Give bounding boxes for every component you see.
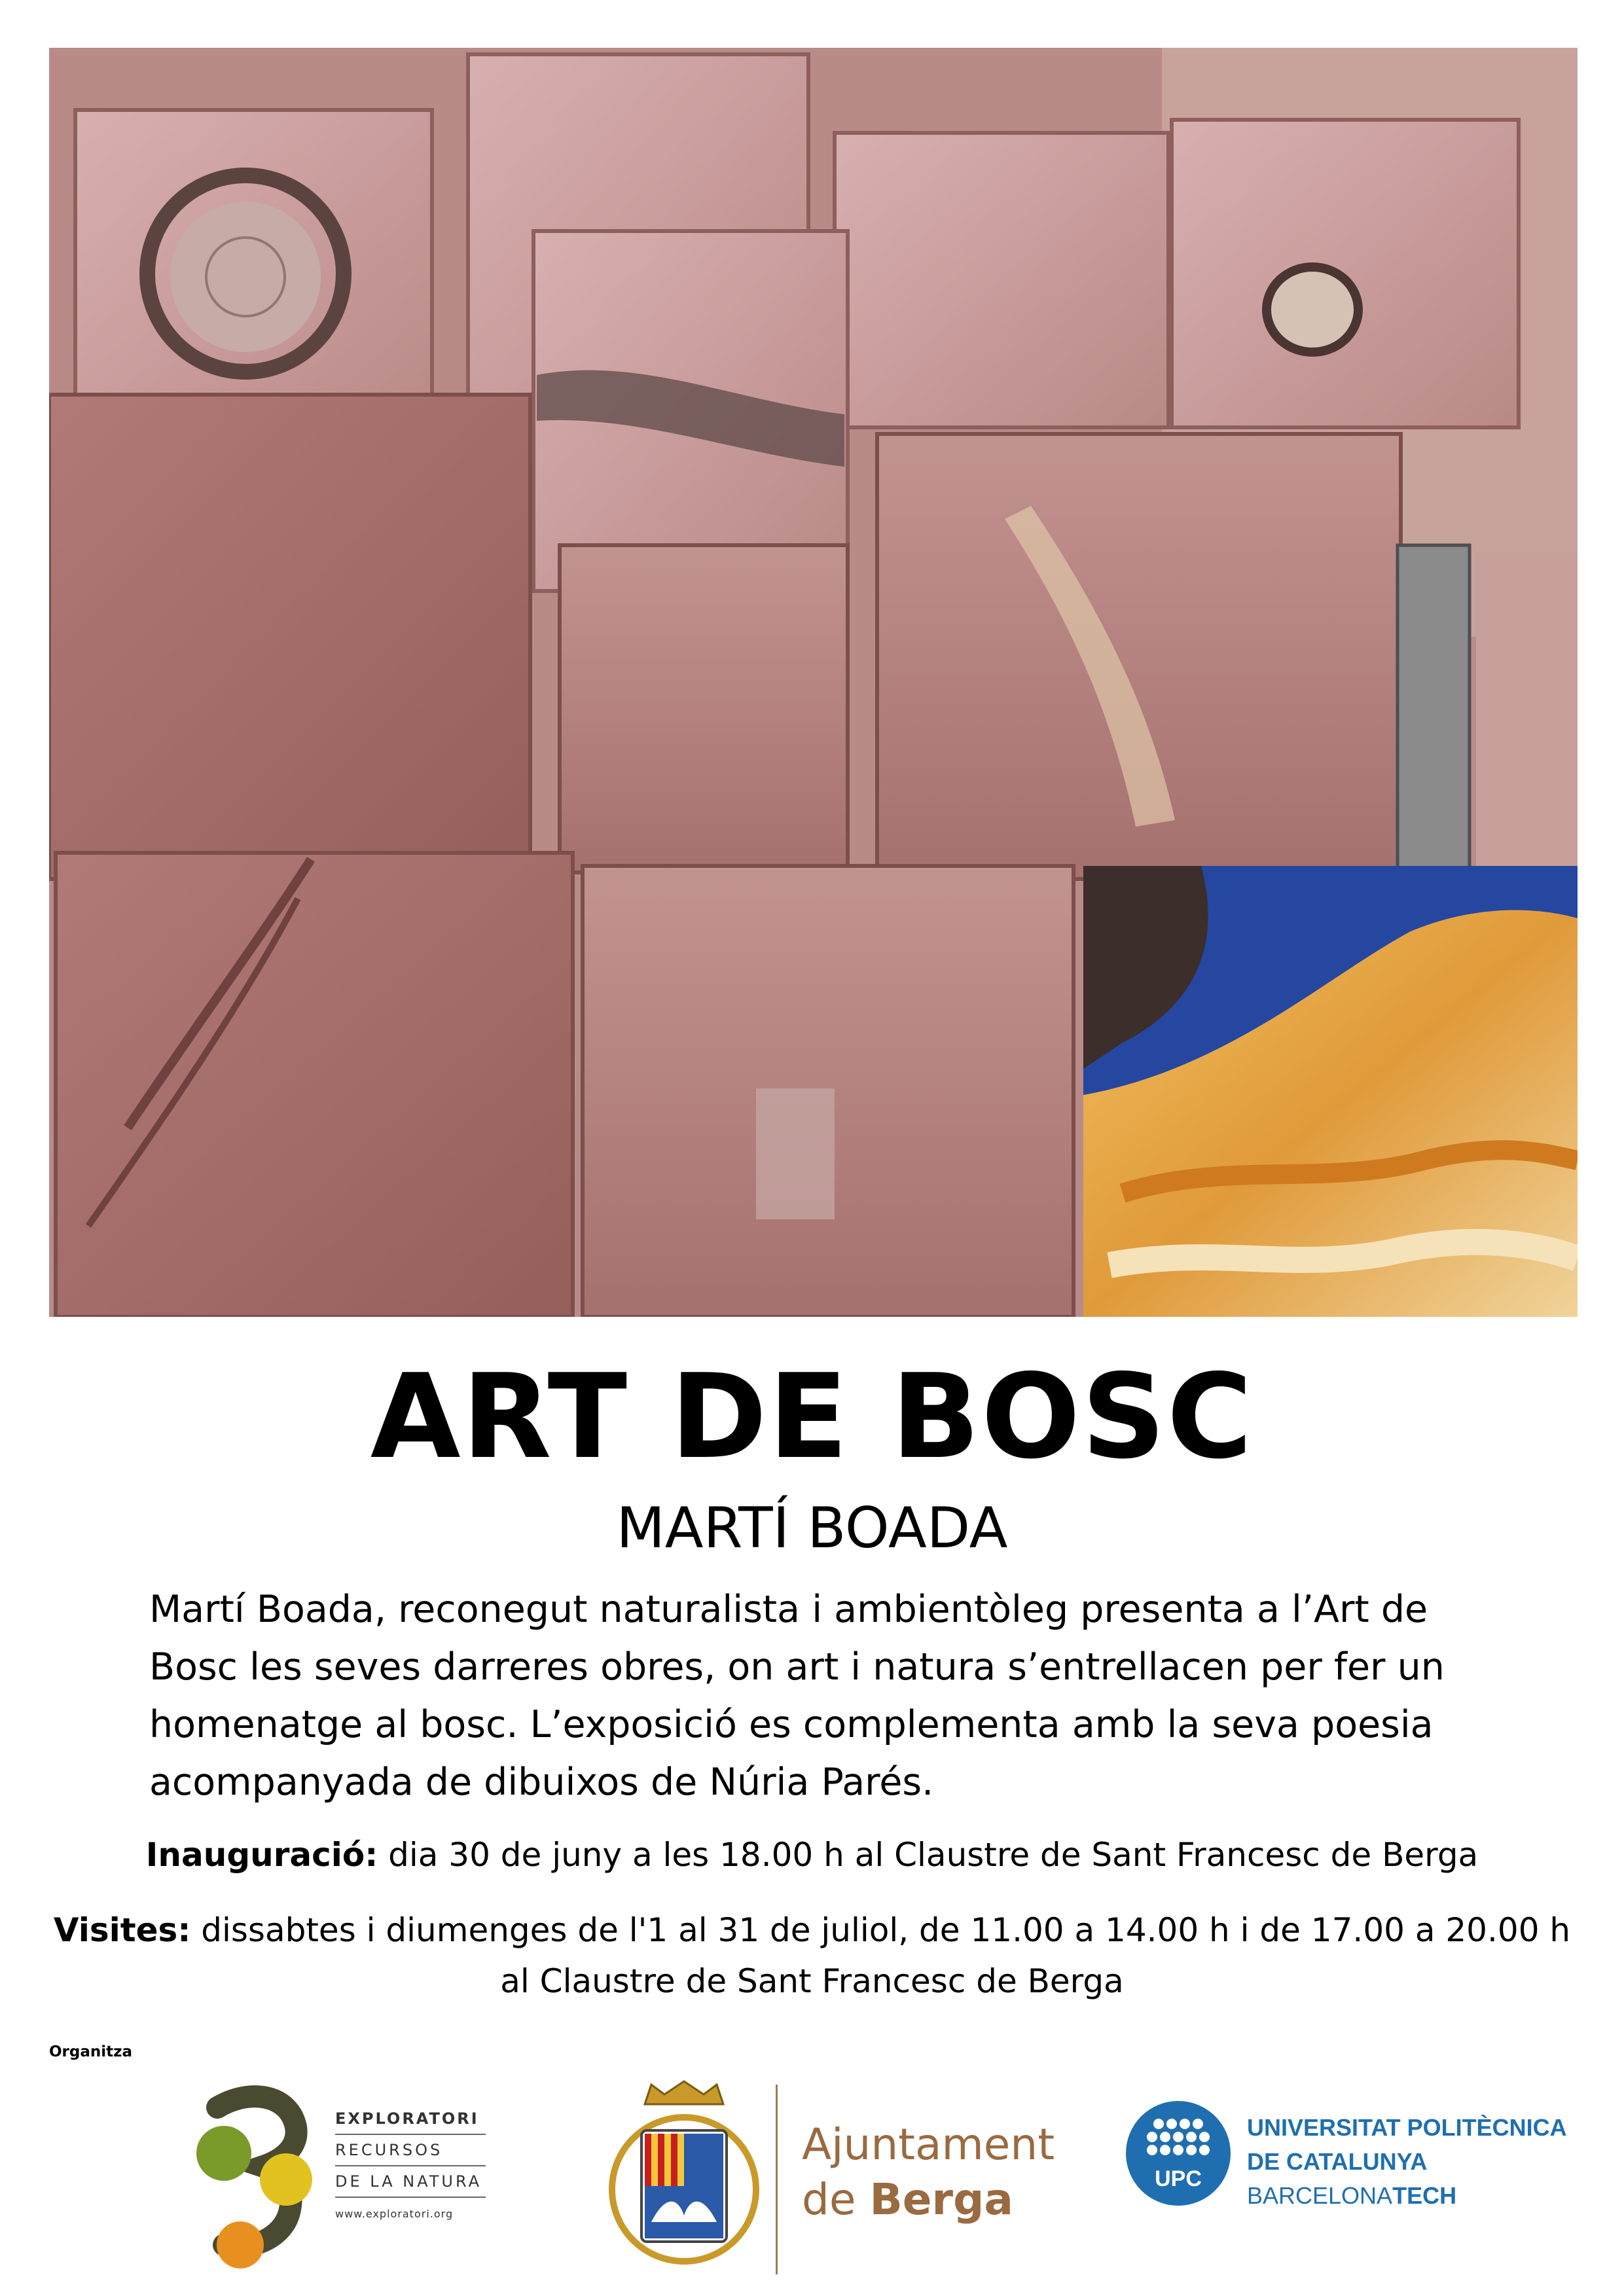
- upc-text: [1247, 2111, 1567, 2213]
- berga-line2-bold: Berga: [869, 2174, 1013, 2225]
- exploratori-line3: DE LA NATURA: [335, 2172, 482, 2191]
- artist-name: MARTÍ BOADA: [616, 1496, 1008, 1561]
- berga-line2-prefix: de: [802, 2174, 870, 2225]
- upc-logo: [1123, 2098, 1581, 2229]
- upc-line2: DE CATALUNYA: [1247, 2148, 1428, 2175]
- visits-text-location: al Claustre de Sant Francesc de Berga: [500, 1962, 1124, 2000]
- visits-label: Visites:: [53, 1911, 191, 1949]
- exploratori-text: [335, 2108, 492, 2225]
- exploratori-name: EXPLORATORI: [335, 2109, 479, 2128]
- description: [149, 1581, 1485, 1811]
- berga-line1: Ajuntament: [802, 2119, 1055, 2170]
- berga-logo: [605, 2078, 1055, 2281]
- description-line: Bosc les seves darreres obres, on art i natura s’entrellacen per fer un: [149, 1645, 1445, 1689]
- exploratori-url: www.exploratori.org: [335, 2208, 454, 2220]
- inauguration-info: [0, 1829, 1624, 1880]
- upc-badge-text: UPC: [1155, 2166, 1202, 2191]
- upc-badge-icon: [1123, 2098, 1234, 2209]
- divider: [335, 2134, 486, 2135]
- berga-coat-of-arms-icon: [605, 2078, 763, 2274]
- upc-line3-normal: BARCELONA: [1247, 2182, 1393, 2209]
- exploratori-emblem-icon: [178, 2081, 329, 2271]
- poster-title: ART DE BOSC: [370, 1349, 1254, 1484]
- artwork-image: [49, 48, 1578, 1317]
- visits-info: [0, 1905, 1624, 2007]
- logo-separator: [776, 2085, 778, 2274]
- inauguration-label: Inauguració:: [145, 1836, 378, 1874]
- berga-name: [802, 2117, 1055, 2227]
- divider: [335, 2165, 486, 2166]
- divider: [335, 2197, 486, 2198]
- wood-blocks-artwork: [49, 48, 1578, 1317]
- visits-text: dissabtes i diumenges de l'1 al 31 de juliol, de 11.00 a 14.00 h i de 17.00 a 20.00 h: [190, 1911, 1571, 1949]
- description-line: acompanyada de dibuixos de Núria Parés.: [149, 1761, 934, 1804]
- organizer-label: Organitza: [49, 2043, 133, 2060]
- description-line: Martí Boada, reconegut naturalista i ambientòleg presenta a l’Art de: [149, 1588, 1428, 1631]
- exploratori-line2: RECURSOS: [335, 2141, 443, 2159]
- upc-line1: UNIVERSITAT POLITÈCNICA: [1247, 2114, 1567, 2141]
- upc-line3-bold: TECH: [1392, 2182, 1457, 2209]
- inauguration-text: dia 30 de juny a les 18.00 h al Claustre de Sant Francesc de Berga: [378, 1836, 1479, 1874]
- exploratori-logo: [178, 2081, 492, 2271]
- description-line: homenatge al bosc. L’exposició es complementa amb la seva poesia: [149, 1703, 1434, 1746]
